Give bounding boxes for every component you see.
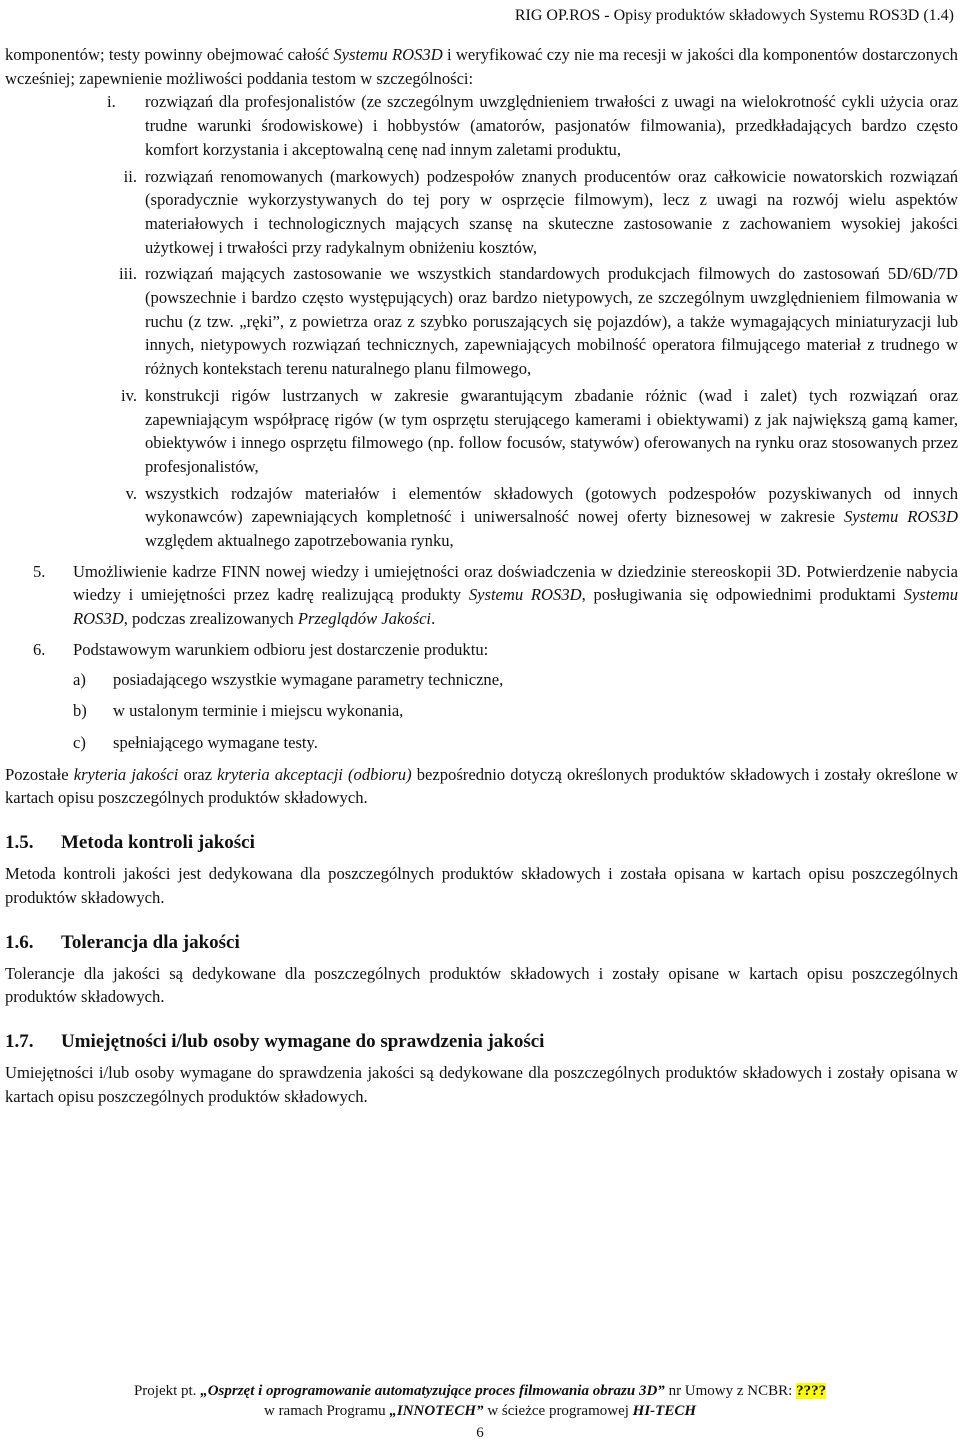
closing-text-c: bezpośrednio dotyczą określonych produktów składowych i zostały określone w kartach opisu poszczególnych produktów składowych.: [5, 764, 958, 808]
closing-paragraph: [5, 763, 958, 810]
item5-text-c: , podczas zrealizowanych: [123, 609, 298, 629]
footer-text-c: nr Umowy z NCBR:: [664, 1383, 797, 1399]
roman-item-text: [145, 482, 958, 553]
item-number: 5.: [33, 561, 46, 581]
section-body-1-5: Metoda kontroli jakości jest dedykowana dla poszczególnych produktów składowych i została opisana w kartach opisu poszczególnych produktów składowych.: [5, 864, 958, 907]
sub-item-letter: b): [73, 701, 87, 721]
item5-text-a: Umożliwienie kadrze FINN nowej wiedzy i umiejętności oraz doświadczenia w dziedzinie stereoskopii 3D. Potwierdzenie nabycia wiedzy i umiejętności przez kadrę realizującą produkty: [73, 561, 958, 605]
roman-item-text: rozwiązań renomowanych (markowych) podzespołów znanych producentów oraz całkowicie nowatorskich rozwiązań (sporadycznie wykorzystywanych do tej pory w osprzęcie filmowym), lecz z uwagi na rozwój wielu aspektów materiałowych i technologicznych mających szansę na skuteczne zastosowanie z zachowaniem wysokiej jakości użytkowej i trwałości przy radykalnym obniżeniu kosztów,: [145, 166, 958, 257]
item-text: [73, 560, 958, 631]
item5-text-d: .: [431, 609, 436, 629]
closing-text-b: oraz: [178, 764, 218, 784]
sub-item-letter: c): [73, 732, 86, 752]
section-body-1-6: Tolerancje dla jakości są dedykowane dla poszczególnych produktów składowych i zostały opisane w kartach opisu poszczególnych produktów składowych.: [5, 963, 958, 1007]
intro-text-2: i weryfikować czy nie ma recesji w jakości dla komponentów dostarczonych wcześniej; zapewnienie możliwości poddania testom w szczególności:: [5, 45, 958, 88]
item5-italic-2: Systemu ROS3D: [73, 585, 959, 629]
section-heading-1-6: [5, 931, 958, 955]
section-title: Tolerancja dla jakości: [61, 931, 240, 953]
footer-project-line: [0, 1382, 960, 1401]
roman-item-ii: [5, 165, 958, 260]
intro-text-italic: Systemu ROS3D: [333, 45, 443, 64]
closing-italic-1: kryteria jakości: [73, 764, 179, 784]
sub-item-text: posiadającego wszystkie wymagane parametry techniczne,: [113, 669, 504, 689]
sub-item-letter: a): [73, 669, 86, 689]
roman-item-number: i.: [107, 92, 116, 112]
closing-italic-2: kryteria akceptacji (odbioru): [217, 764, 412, 784]
footer-program-name: „INNOTECH”: [389, 1403, 484, 1419]
roman-item-text-a: wszystkich rodzajów materiałów i elementów składowych (gotowych podzespołów pozyskiwanych od innych wykonawców) zapewniających kompletność i uniwersalność nowej oferty biznesowej w zakresie: [145, 483, 958, 527]
roman-item-number: iv.: [121, 385, 137, 405]
section-heading-1-7: [5, 1030, 958, 1054]
item5-italic-1: Systemu ROS3D: [468, 585, 582, 605]
sub-item-text: w ustalonym terminie i miejscu wykonania,: [113, 701, 404, 721]
roman-item-number: ii.: [123, 166, 137, 186]
section-title: Metoda kontroli jakości: [61, 832, 255, 854]
roman-item-i: [5, 90, 958, 161]
numbered-item-6: [5, 638, 958, 662]
sub-item-c: [5, 731, 958, 755]
footer-project-title: „Osprzęt i oprogramowanie automatyzujące proces filmowania obrazu 3D”: [200, 1383, 665, 1399]
roman-item-text-b: względem aktualnego zapotrzebowania rynku,: [145, 531, 454, 551]
section-title: Umiejętności i/lub osoby wymagane do sprawdzenia jakości: [61, 1030, 545, 1052]
sub-item-b: [5, 699, 958, 723]
numbered-item-5: [5, 560, 958, 631]
roman-item-number: iii.: [119, 264, 137, 284]
page-content: [5, 43, 958, 1108]
footer-text-c: w ścieżce programowej: [483, 1403, 633, 1419]
section-heading-1-5: [5, 831, 958, 855]
footer-path-name: HI-TECH: [632, 1403, 697, 1419]
section-number: 1.6.: [5, 931, 34, 953]
intro-paragraph: [5, 43, 958, 90]
roman-item-iv: [5, 384, 958, 479]
closing-text-a: Pozostałe: [5, 764, 74, 784]
footer-program-line: [0, 1402, 960, 1421]
item-text: Podstawowym warunkiem odbioru jest dostarczenie produktu:: [73, 639, 489, 659]
footer-contract-number: ????: [796, 1383, 827, 1399]
section-number: 1.5.: [5, 832, 34, 854]
section-body-1-7: Umiejętności i/lub osoby wymagane do sprawdzenia jakości są dedykowane dla poszczególnych produktów składowych i zostały opisana w kartach opisu poszczególnych produktów składowych.: [5, 1062, 958, 1106]
running-header: RIG OP.ROS - Opisy produktów składowych Systemu ROS3D (1.4): [514, 7, 954, 24]
section-number: 1.7.: [5, 1030, 34, 1052]
footer-text-a: w ramach Programu: [263, 1403, 390, 1419]
item-number: 6.: [33, 639, 46, 659]
roman-item-text-italic: Systemu ROS3D: [843, 507, 958, 527]
sub-item-text: spełniającego wymagane testy.: [113, 732, 318, 752]
roman-item-text: konstrukcji rigów lustrzanych w zakresie gwarantującym zbadanie różnic (wad i zalet) tych rozwiązań oraz zapewniającym współpracę rigów (w tym osprzętu sterującego kamerami i obiektywami) z jak największą gamą kamer, obiektywów i innego osprzętu filmowego (np. follow focusów, statywów) oferowanych na rynku oraz stosowanych przez profesjonalistów,: [145, 385, 958, 476]
roman-item-text: rozwiązań mających zastosowanie we wszystkich standardowych produkcjach filmowych do zastosowań 5D/6D/7D (powszechnie i bardzo często występujących) oraz bardzo nietypowych, ze szczególnym uwzględnieniem filmowania w ruchu (z tzw. „ręki”, z powietrza oraz z szybko poruszających się pojazdów), a także wymagających miniaturyzacji lub innych, nietypowych rozwiązań technicznych, zapewniających mobilność operatora filmującego materiał z trudnego w różnych kontekstach terenu naturalnego planu filmowego,: [145, 264, 958, 379]
item5-italic-3: Przeglądów Jakości: [297, 609, 432, 629]
page-number: 6: [476, 1425, 484, 1441]
roman-item-iii: [5, 262, 958, 381]
item5-text-b: , posługiwania się odpowiednimi produktami: [581, 585, 904, 605]
intro-text-1: komponentów; testy powinny obejmować całość: [5, 45, 334, 64]
sub-item-a: [5, 668, 958, 692]
roman-item-text: rozwiązań dla profesjonalistów (ze szczególnym uwzględnieniem trwałości z uwagi na wielokrotność cykli użycia oraz trudne warunki środowiskowe) i hobbystów (amatorów, pasjonatów filmowania), przedkładających bardzo często komfort korzystania i akceptowalną cenę nad innym zaletami produktu,: [145, 92, 958, 159]
roman-item-number: v.: [125, 483, 137, 503]
roman-item-v: [5, 482, 958, 553]
footer-text-a: Projekt pt.: [133, 1383, 201, 1399]
